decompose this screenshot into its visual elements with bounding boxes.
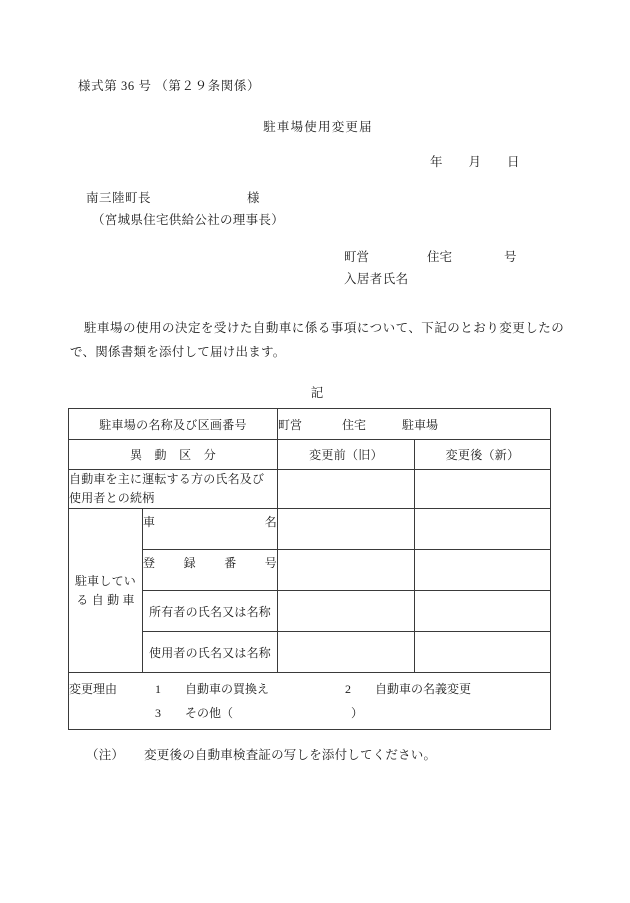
vehicle-name-label-text: 車 名 [143,515,278,529]
reason-cell [69,673,551,730]
vehicle-group-label-line1: 駐車してい [74,573,136,588]
header-before-label: 変更前（旧） [309,448,383,462]
header-category-label: 異 動 区 分 [129,448,217,462]
header-after-cell [415,440,551,470]
reason-option1-number[interactable]: 1 [155,682,161,696]
ki-marker-text: 記 [310,386,324,400]
owner-name-after-value[interactable] [415,591,551,632]
change-details-table [68,408,551,730]
document-title-text: 駐車場使用変更届 [263,120,373,134]
table-header-row [69,440,551,470]
reason-option3-close-paren: ） [351,706,364,720]
registration-number-label [143,550,278,591]
addressee-honorific: 様 [247,191,260,205]
vehicle-name-before-value[interactable] [278,509,415,550]
reason-option2-number[interactable]: 2 [345,682,351,696]
registration-number-before-value[interactable] [278,550,415,591]
user-name-label-text: 使用者の氏名又は名称 [149,645,272,660]
driver-label-line2: 使用者との続柄 [69,491,155,505]
driver-after-value[interactable] [415,470,551,509]
user-name-before-value[interactable] [278,632,415,673]
applicant-municipal-label: 町営 [344,250,370,264]
document-title [0,117,630,135]
reason-option1-text[interactable]: 自動車の買換え [185,682,270,696]
form-number: 様式第 36 号 （第２９条関係） [78,79,261,93]
ki-marker [0,383,630,401]
registration-number-label-text: 登 録 番 号 [143,556,278,570]
table-row-reason [69,673,551,730]
addressee-name: 南三陸町長 [86,191,152,205]
header-before-cell [278,440,415,470]
addressee [86,188,260,206]
vehicle-name-after-value[interactable] [415,509,551,550]
driver-before-value[interactable] [278,470,415,509]
body-paragraph [70,316,564,364]
lot-label: 駐車場の名称及び区画番号 [99,417,247,432]
lot-value-cell[interactable] [278,409,551,440]
note-line [86,745,436,763]
user-name-label [143,632,278,673]
date-year-label: 年 [430,155,443,169]
applicant-housing-line [344,247,517,265]
body-paragraph-text: 駐車場の使用の決定を受けた自動車に係る事項について、下記のとおり変更したので、関係書類を添付して届け出ます。 [70,321,564,359]
lot-label-cell [69,409,278,440]
addressee-alternate: （宮城県住宅供給公社の理事長） [92,213,285,227]
date-line [430,152,520,170]
applicant-resident-name-label: 入居者氏名 [344,272,409,286]
reason-line-2 [69,701,550,725]
owner-name-before-value[interactable] [278,591,415,632]
reason-option2-text[interactable]: 自動車の名義変更 [375,682,472,696]
lot-value-housing: 住宅 [342,417,367,432]
driver-label-line1: 自動車を主に運転する方の氏名及び [69,472,265,486]
driver-label-cell [69,470,278,509]
header-category-cell [69,440,278,470]
table-row-lot [69,409,551,440]
reason-line-1 [69,677,550,701]
date-month-label: 月 [468,155,482,169]
vehicle-group-label-cell [69,509,143,673]
reason-option3-text[interactable]: その他（ [185,706,234,720]
note-text: 変更後の自動車検査証の写しを添付してください。 [144,748,437,762]
table-row-driver [69,470,551,509]
table-row-vehicle-name [69,509,551,550]
header-after-label: 変更後（新） [445,448,520,462]
applicant-housing-label: 住宅 [427,250,453,264]
lot-value-parking: 駐車場 [402,417,439,432]
date-day-label: 日 [507,155,520,169]
note-label: （注） [86,748,125,762]
applicant-number-label: 号 [504,250,517,264]
user-name-after-value[interactable] [415,632,551,673]
lot-value-municipal: 町営 [278,417,303,432]
vehicle-group-label-line2: る 自 動 車 [76,592,135,607]
reason-option3-number[interactable]: 3 [155,706,161,720]
owner-name-label [143,591,278,632]
registration-number-after-value[interactable] [415,550,551,591]
owner-name-label-text: 所有者の氏名又は名称 [149,604,272,619]
vehicle-name-label [143,509,278,550]
reason-label: 変更理由 [69,682,118,696]
